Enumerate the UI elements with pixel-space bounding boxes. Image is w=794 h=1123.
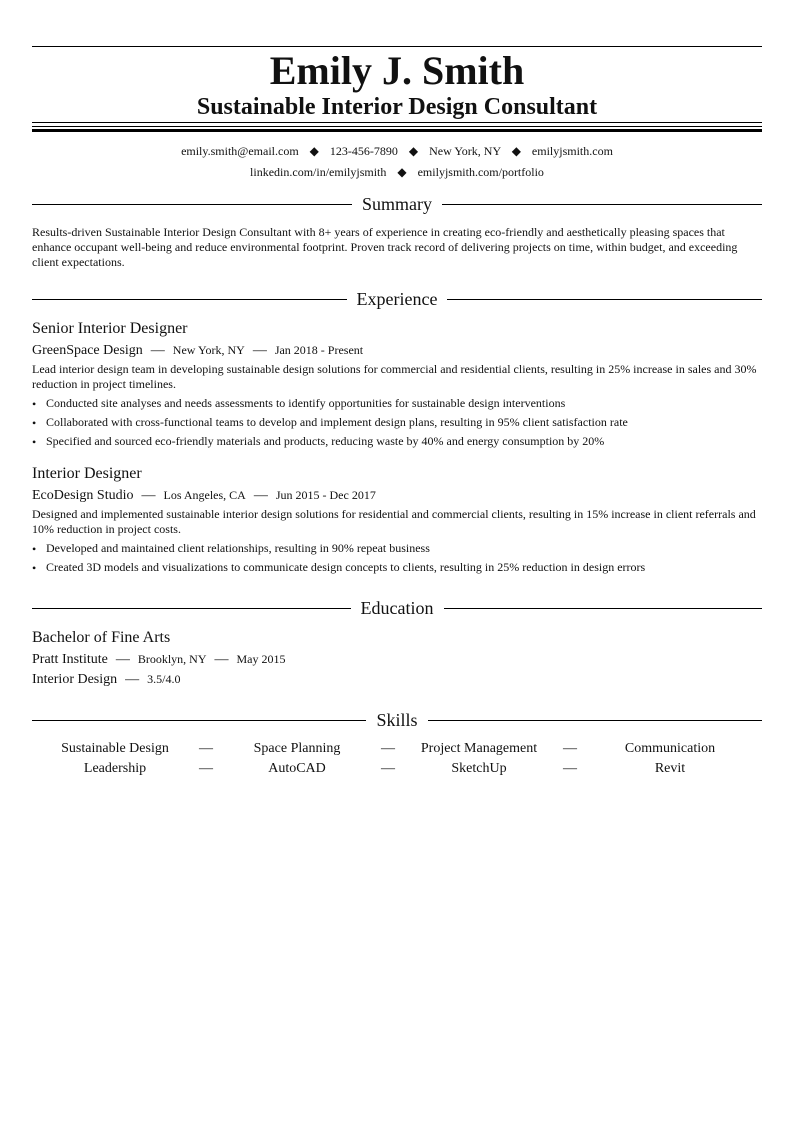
- section-rule: [32, 299, 347, 300]
- job-description: Lead interior design team in developing sustainable design solutions for commercial and residential clients, resulting in 25% increase in sales and 30% reduction in project timelines.: [32, 362, 757, 391]
- job-title: Interior Designer: [32, 465, 142, 482]
- job-dates: Jun 2015 - Dec 2017: [275, 488, 376, 502]
- contact-portfolio[interactable]: emilyjsmith.com/portfolio: [417, 165, 544, 179]
- education-major-line: [32, 670, 181, 689]
- skills-row: [32, 739, 762, 759]
- section-rule: [447, 299, 762, 300]
- contact-email[interactable]: emily.smith@email.com: [181, 144, 299, 158]
- skill-item: AutoCAD: [268, 761, 326, 776]
- contact-line-2: [32, 164, 762, 180]
- section-rule: [428, 720, 762, 721]
- job-location: New York, NY: [172, 343, 245, 357]
- dash-separator: —: [199, 761, 213, 776]
- candidate-title: Sustainable Interior Design Consultant: [196, 94, 598, 120]
- experience-heading: [32, 288, 762, 310]
- section-title: Skills: [376, 710, 418, 730]
- job-company: GreenSpace Design: [32, 343, 143, 358]
- dash-separator: —: [563, 761, 577, 776]
- contact-website[interactable]: emilyjsmith.com: [531, 144, 613, 158]
- skill-item: Communication: [624, 741, 716, 756]
- list-item: • Specified and sourced eco-friendly materials and products, reducing waste by 40% and energy consumption by 20%: [32, 434, 762, 449]
- job-company: EcoDesign Studio: [32, 488, 134, 503]
- contact-phone[interactable]: 123-456-7890: [329, 144, 398, 158]
- diamond-separator-icon: ◆: [511, 144, 521, 158]
- dash-separator: —: [115, 652, 130, 667]
- diamond-separator-icon: ◆: [309, 144, 319, 158]
- contact-line-1: [32, 143, 762, 159]
- dash-separator: —: [199, 741, 213, 756]
- summary-text: Results-driven Sustainable Interior Design Consultant with 8+ years of experience in creating eco-friendly and aesthetically pleasing spaces that enhance occupant well-being and reduce environmental footprint. Proven track record of delivering projects on time, within budget, and exceeding client expectations.: [32, 225, 738, 269]
- job-meta: [32, 341, 363, 360]
- job-title: Senior Interior Designer: [32, 320, 188, 337]
- education-major: Interior Design: [32, 672, 118, 687]
- education-meta: [32, 650, 286, 669]
- skill-item: Leadership: [83, 761, 147, 776]
- header-rule-thin: [32, 122, 762, 123]
- section-rule: [444, 608, 763, 609]
- list-item: • Created 3D models and visualizations to communicate design concepts to clients, resulting in 25% reduction in design errors: [32, 560, 762, 575]
- list-item: • Collaborated with cross-functional teams to develop and implement design plans, resulting in 95% client satisfaction rate: [32, 415, 762, 430]
- education-school: Pratt Institute: [32, 652, 108, 667]
- dash-separator: —: [252, 343, 267, 358]
- section-title: Experience: [356, 289, 438, 309]
- skill-item: Revit: [654, 761, 686, 776]
- list-item: • Conducted site analyses and needs assessments to identify opportunities for sustainable design interventions: [32, 396, 762, 411]
- dash-separator: —: [381, 741, 395, 756]
- dash-separator: —: [141, 488, 156, 503]
- header-rule-mid: [32, 126, 762, 127]
- skills-grid: [32, 739, 762, 779]
- job-bullets: [32, 396, 762, 453]
- candidate-name: Emily J. Smith: [269, 48, 525, 93]
- skill-item: SketchUp: [451, 761, 507, 776]
- education-degree: Bachelor of Fine Arts: [32, 629, 171, 646]
- section-rule: [32, 608, 351, 609]
- education-gpa: 3.5/4.0: [147, 672, 181, 686]
- summary-heading: [32, 193, 762, 215]
- contact-location: New York, NY: [429, 144, 501, 158]
- skill-item: Sustainable Design: [61, 741, 169, 756]
- dash-separator: —: [214, 652, 229, 667]
- list-item: • Developed and maintained client relationships, resulting in 90% repeat business: [32, 541, 762, 556]
- section-title: Education: [360, 598, 434, 618]
- job-dates: Jan 2018 - Present: [274, 343, 364, 357]
- section-rule: [442, 204, 762, 205]
- section-title: Summary: [362, 194, 432, 214]
- skills-row: [32, 759, 762, 779]
- contact-linkedin[interactable]: linkedin.com/in/emilyjsmith: [250, 165, 387, 179]
- diamond-separator-icon: ◆: [397, 165, 407, 179]
- dash-separator: —: [381, 761, 395, 776]
- dash-separator: —: [563, 741, 577, 756]
- skill-item: Space Planning: [253, 741, 341, 756]
- skills-heading: [32, 709, 762, 731]
- education-location: Brooklyn, NY: [137, 652, 207, 666]
- dash-separator: —: [125, 672, 140, 687]
- job-description: Designed and implemented sustainable interior design solutions for residential and commercial clients, resulting in 15% increase in client referrals and 10% reduction in project costs.: [32, 507, 756, 536]
- dash-separator: —: [150, 343, 165, 358]
- section-rule: [32, 720, 366, 721]
- job-location: Los Angeles, CA: [163, 488, 246, 502]
- skill-item: Project Management: [420, 741, 538, 756]
- dash-separator: —: [253, 488, 268, 503]
- section-rule: [32, 204, 352, 205]
- job-bullets: [32, 541, 762, 579]
- job-meta: [32, 486, 376, 505]
- education-date: May 2015: [236, 652, 286, 666]
- diamond-separator-icon: ◆: [408, 144, 419, 158]
- header-rule-thick: [32, 129, 762, 132]
- education-heading: [32, 597, 762, 619]
